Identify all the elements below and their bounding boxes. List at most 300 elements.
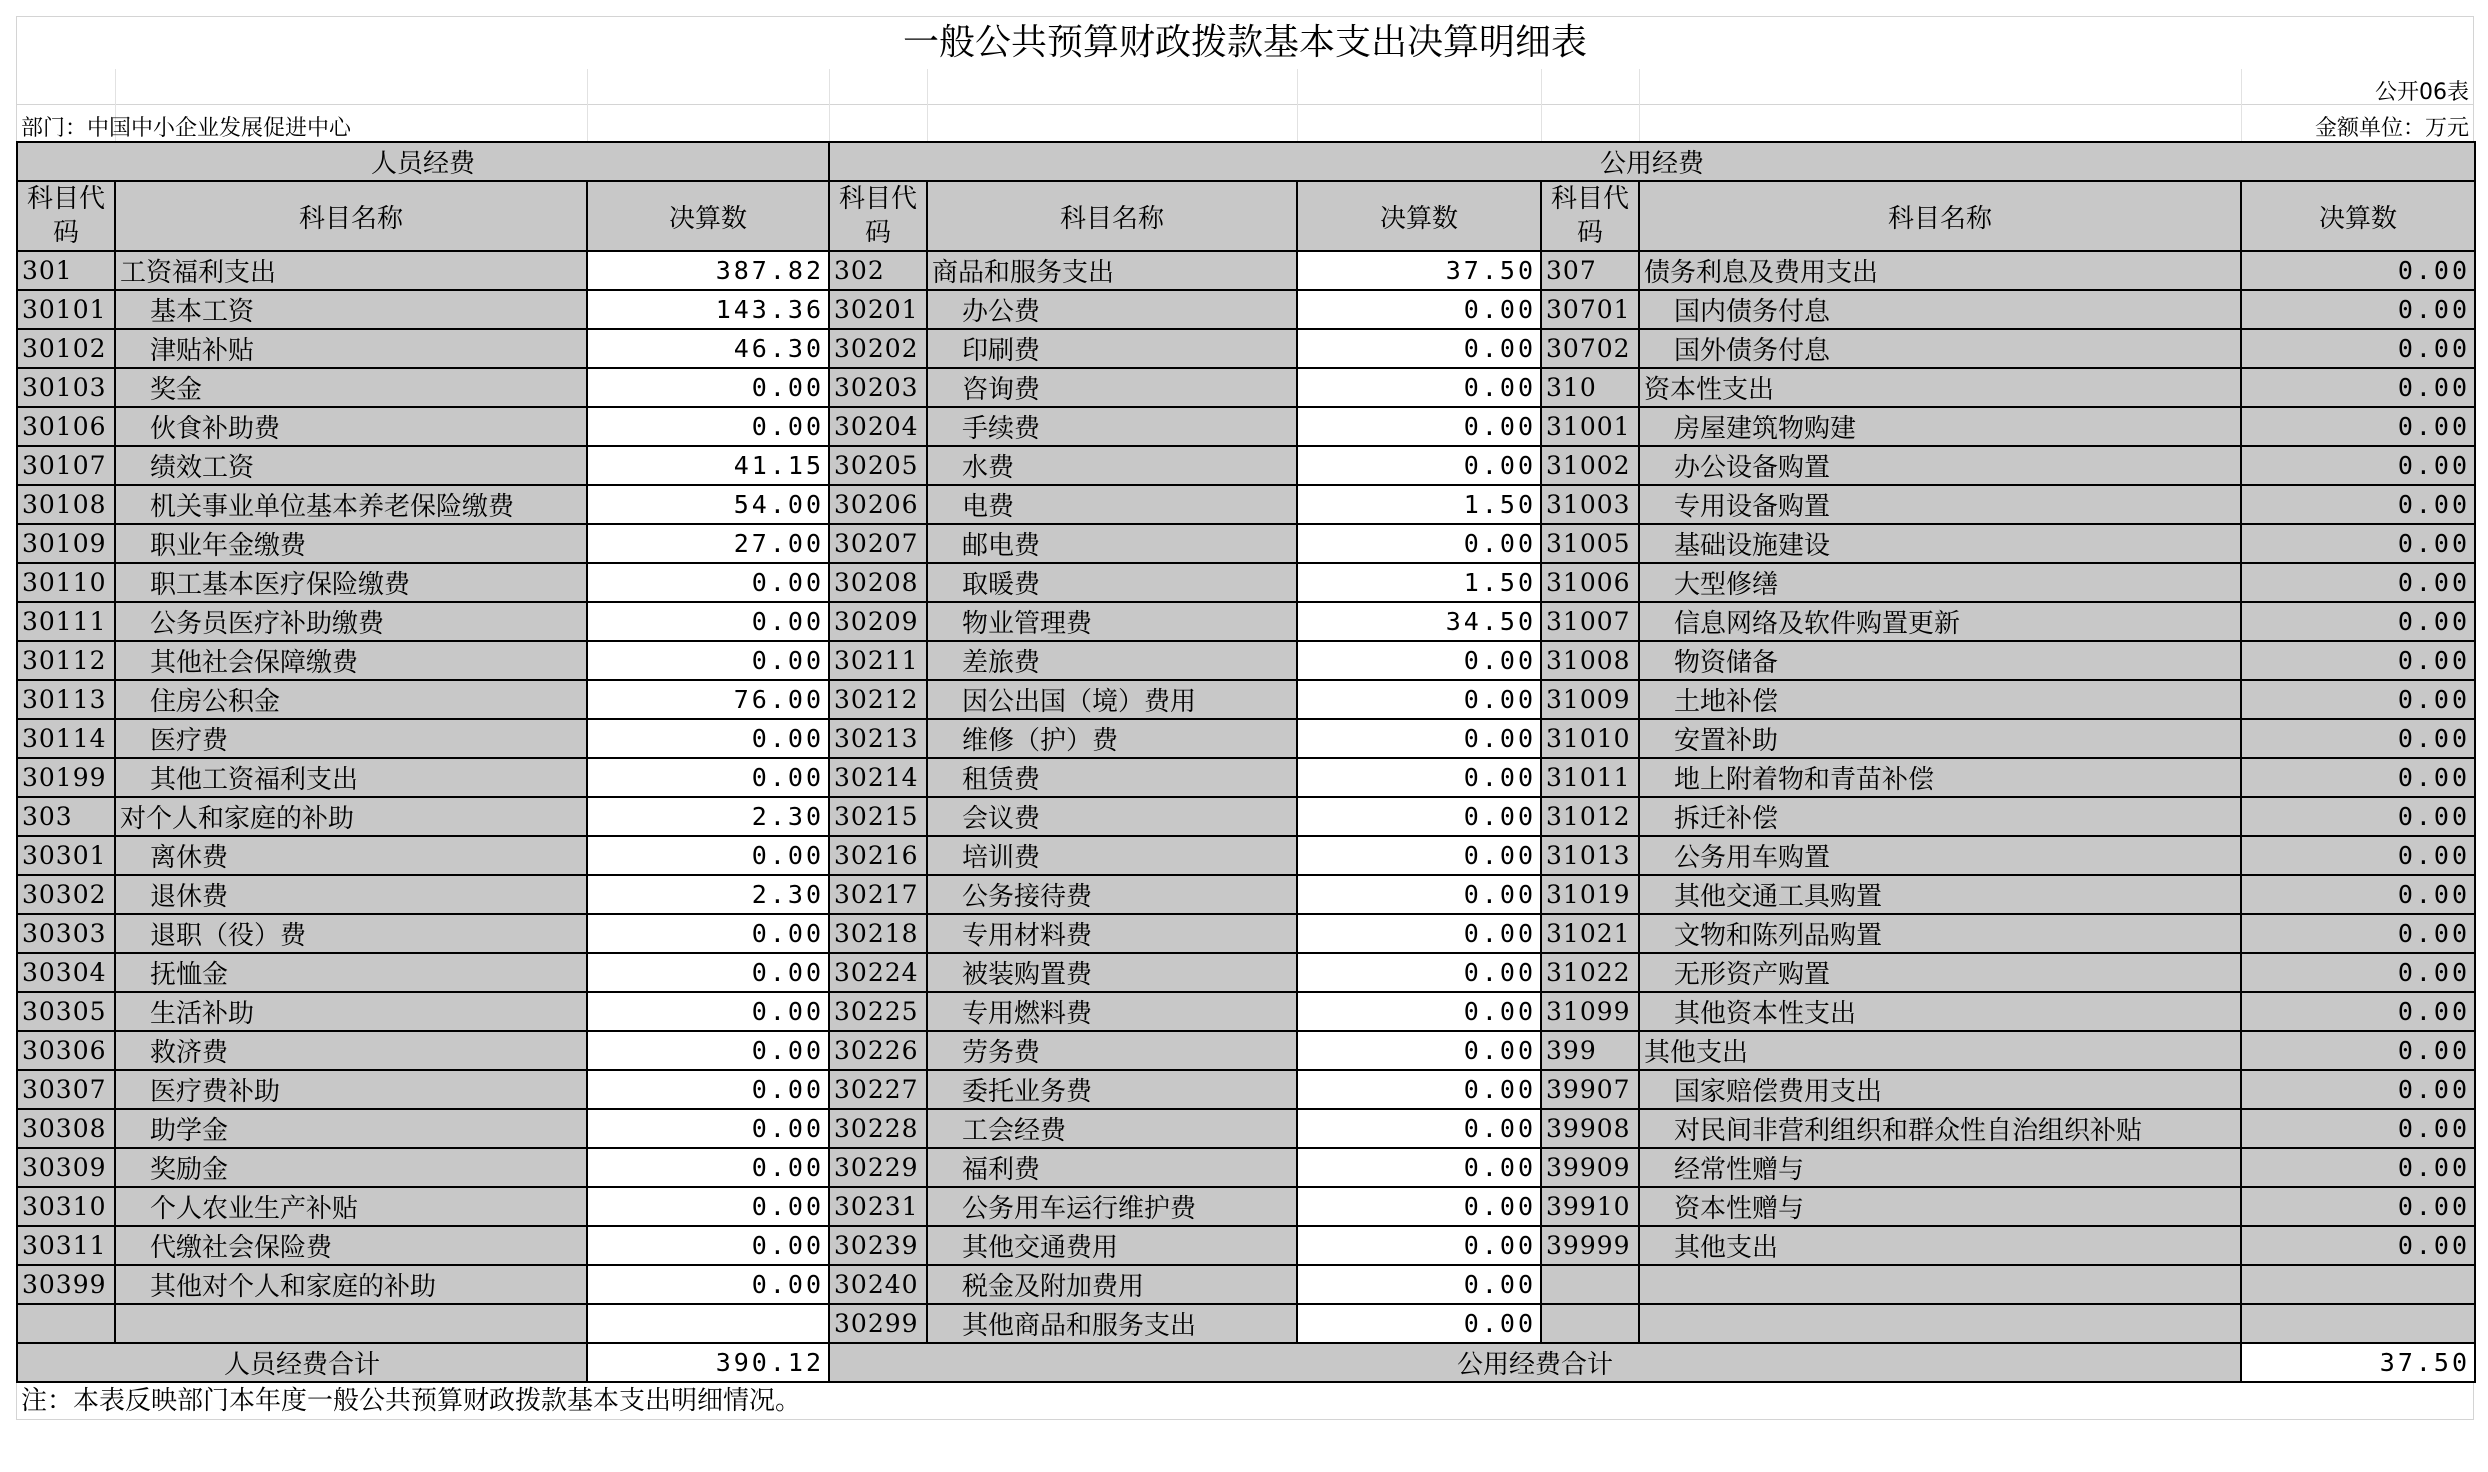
subject-code-cell: 307: [1541, 251, 1639, 290]
amount-cell: 0.00: [587, 1031, 829, 1070]
amount-cell: 34.50: [1297, 602, 1541, 641]
subject-name-cell: 其他对个人和家庭的补助: [115, 1265, 587, 1304]
amount-cell: 0.00: [2241, 524, 2475, 563]
subject-name-cell: 退职（役）费: [115, 914, 587, 953]
amount-cell: 0.00: [587, 836, 829, 875]
form-number: 公开06表: [2375, 80, 2469, 105]
amount-cell: 0.00: [2241, 563, 2475, 602]
amount-cell: 0.00: [587, 758, 829, 797]
table-row: [17, 1304, 2475, 1343]
subject-code-cell: 30308: [17, 1109, 115, 1148]
amount-cell: [587, 1304, 829, 1343]
subject-code-cell: 30214: [829, 758, 927, 797]
subject-name-cell: 医疗费补助: [115, 1070, 587, 1109]
subject-code-cell: 30113: [17, 680, 115, 719]
amount-cell: 0.00: [1297, 953, 1541, 992]
subject-name-cell: 代缴社会保险费: [115, 1226, 587, 1265]
subject-name-cell: 津贴补贴: [115, 329, 587, 368]
subject-code-cell: 30224: [829, 953, 927, 992]
subject-name-cell: 生活补助: [115, 992, 587, 1031]
amount-cell: 0.00: [2241, 797, 2475, 836]
subject-code-cell: 39999: [1541, 1226, 1639, 1265]
subject-code-cell: 30111: [17, 602, 115, 641]
subject-name-cell: 福利费: [927, 1148, 1297, 1187]
subject-code-cell: 39908: [1541, 1109, 1639, 1148]
subject-name-cell: 委托业务费: [927, 1070, 1297, 1109]
subject-name-cell: [1639, 1304, 2241, 1343]
column-header-code: 科目代码: [17, 181, 115, 251]
subject-name-cell: 办公费: [927, 290, 1297, 329]
amount-cell: 0.00: [587, 1187, 829, 1226]
subject-name-cell: 救济费: [115, 1031, 587, 1070]
subject-code-cell: 30208: [829, 563, 927, 602]
report-title: 一般公共预算财政拨款基本支出决算明细表: [16, 16, 2474, 69]
subject-name-cell: 地上附着物和青苗补偿: [1639, 758, 2241, 797]
subject-name-cell: 经常性赠与: [1639, 1148, 2241, 1187]
group-header-row: [17, 142, 2475, 181]
subject-code-cell: 30211: [829, 641, 927, 680]
subject-name-cell: 会议费: [927, 797, 1297, 836]
subject-code-cell: 30216: [829, 836, 927, 875]
table-row: [17, 836, 2475, 875]
amount-cell: 0.00: [2241, 1109, 2475, 1148]
table-row: [17, 407, 2475, 446]
subject-code-cell: 30110: [17, 563, 115, 602]
subject-name-cell: 退休费: [115, 875, 587, 914]
subject-code-cell: 30228: [829, 1109, 927, 1148]
subject-name-cell: [115, 1304, 587, 1343]
subject-name-cell: 其他支出: [1639, 1226, 2241, 1265]
subject-name-cell: 维修（护）费: [927, 719, 1297, 758]
subject-name-cell: 电费: [927, 485, 1297, 524]
amount-cell: 0.00: [2241, 251, 2475, 290]
amount-cell: 0.00: [1297, 1148, 1541, 1187]
subject-code-cell: 30215: [829, 797, 927, 836]
personnel-total-label: 人员经费合计: [17, 1343, 587, 1382]
subject-code-cell: 30201: [829, 290, 927, 329]
table-row: [17, 290, 2475, 329]
subject-code-cell: 30114: [17, 719, 115, 758]
subject-code-cell: 31002: [1541, 446, 1639, 485]
subject-code-cell: 30302: [17, 875, 115, 914]
personnel-total-value: 390.12: [587, 1343, 829, 1382]
subject-name-cell: 办公设备购置: [1639, 446, 2241, 485]
table-row: [17, 1031, 2475, 1070]
amount-cell: 0.00: [2241, 836, 2475, 875]
amount-cell: 0.00: [587, 953, 829, 992]
table-row: [17, 329, 2475, 368]
subject-name-cell: 房屋建筑物购建: [1639, 407, 2241, 446]
subject-code-cell: 30209: [829, 602, 927, 641]
amount-cell: 0.00: [2241, 446, 2475, 485]
department-label: 部门：中国中小企业发展促进中心: [21, 116, 352, 141]
amount-cell: 0.00: [2241, 485, 2475, 524]
table-row: [17, 446, 2475, 485]
subject-name-cell: 基础设施建设: [1639, 524, 2241, 563]
subject-code-cell: 31008: [1541, 641, 1639, 680]
amount-cell: 0.00: [1297, 329, 1541, 368]
amount-cell: 0.00: [1297, 1226, 1541, 1265]
subject-name-cell: 其他社会保障缴费: [115, 641, 587, 680]
subject-name-cell: 奖励金: [115, 1148, 587, 1187]
subject-code-cell: 30202: [829, 329, 927, 368]
subject-code-cell: 31001: [1541, 407, 1639, 446]
subject-code-cell: 399: [1541, 1031, 1639, 1070]
amount-cell: 0.00: [2241, 368, 2475, 407]
table-row: [17, 1226, 2475, 1265]
subject-code-cell: 30109: [17, 524, 115, 563]
subject-code-cell: 30103: [17, 368, 115, 407]
subject-code-cell: 30311: [17, 1226, 115, 1265]
subject-code-cell: 30206: [829, 485, 927, 524]
amount-cell: 0.00: [2241, 407, 2475, 446]
subject-name-cell: 其他资本性支出: [1639, 992, 2241, 1031]
subject-name-cell: 取暖费: [927, 563, 1297, 602]
subject-name-cell: 专用设备购置: [1639, 485, 2241, 524]
subject-code-cell: 30102: [17, 329, 115, 368]
subject-name-cell: 医疗费: [115, 719, 587, 758]
table-body: [17, 251, 2475, 1343]
amount-cell: 143.36: [587, 290, 829, 329]
subject-code-cell: 31022: [1541, 953, 1639, 992]
subject-code-cell: 30309: [17, 1148, 115, 1187]
subject-code-cell: 30207: [829, 524, 927, 563]
amount-cell: 0.00: [2241, 1187, 2475, 1226]
subject-name-cell: 土地补偿: [1639, 680, 2241, 719]
subject-name-cell: 职工基本医疗保险缴费: [115, 563, 587, 602]
subject-code-cell: 30299: [829, 1304, 927, 1343]
column-header-name: 科目名称: [115, 181, 587, 251]
subject-name-cell: 工资福利支出: [115, 251, 587, 290]
subject-name-cell: 拆迁补偿: [1639, 797, 2241, 836]
subject-name-cell: 公务员医疗补助缴费: [115, 602, 587, 641]
subject-code-cell: 39907: [1541, 1070, 1639, 1109]
table-row: [17, 1187, 2475, 1226]
group-header-public: 公用经费: [829, 142, 2475, 181]
subject-code-cell: 30101: [17, 290, 115, 329]
subject-name-cell: 信息网络及软件购置更新: [1639, 602, 2241, 641]
report-meta: [16, 69, 2474, 141]
table-row: [17, 602, 2475, 641]
subject-name-cell: 伙食补助费: [115, 407, 587, 446]
amount-cell: 0.00: [2241, 1031, 2475, 1070]
subject-name-cell: 绩效工资: [115, 446, 587, 485]
subject-name-cell: 大型修缮: [1639, 563, 2241, 602]
amount-cell: 0.00: [1297, 758, 1541, 797]
amount-cell: 0.00: [587, 1265, 829, 1304]
amount-cell: 0.00: [1297, 836, 1541, 875]
amount-cell: 0.00: [587, 1226, 829, 1265]
table-row: [17, 1109, 2475, 1148]
subject-code-cell: 31003: [1541, 485, 1639, 524]
subject-name-cell: 专用材料费: [927, 914, 1297, 953]
subject-name-cell: 公务用车购置: [1639, 836, 2241, 875]
column-header-name: 科目名称: [927, 181, 1297, 251]
subject-code-cell: 30218: [829, 914, 927, 953]
table-row: [17, 992, 2475, 1031]
amount-cell: 0.00: [1297, 407, 1541, 446]
subject-code-cell: 31005: [1541, 524, 1639, 563]
table-row: [17, 641, 2475, 680]
subject-code-cell: 301: [17, 251, 115, 290]
table-row: [17, 797, 2475, 836]
amount-cell: 0.00: [2241, 875, 2475, 914]
table-row: [17, 1265, 2475, 1304]
subject-code-cell: 30108: [17, 485, 115, 524]
subject-code-cell: [1541, 1304, 1639, 1343]
report-sheet: [16, 16, 2474, 1420]
amount-cell: 0.00: [1297, 368, 1541, 407]
table-row: [17, 524, 2475, 563]
expenditure-table: [16, 141, 2476, 1383]
subject-code-cell: 39910: [1541, 1187, 1639, 1226]
subject-code-cell: 30106: [17, 407, 115, 446]
subject-code-cell: 30227: [829, 1070, 927, 1109]
subject-code-cell: 31013: [1541, 836, 1639, 875]
subject-name-cell: 国内债务付息: [1639, 290, 2241, 329]
amount-cell: 0.00: [1297, 446, 1541, 485]
footnote: 注：本表反映部门本年度一般公共预算财政拨款基本支出明细情况。: [16, 1383, 2474, 1420]
subject-name-cell: 资本性支出: [1639, 368, 2241, 407]
public-total-value: 37.50: [2241, 1343, 2475, 1382]
subject-code-cell: 30310: [17, 1187, 115, 1226]
subject-name-cell: 劳务费: [927, 1031, 1297, 1070]
subject-name-cell: 商品和服务支出: [927, 251, 1297, 290]
subject-code-cell: 30199: [17, 758, 115, 797]
amount-cell: 0.00: [1297, 797, 1541, 836]
subject-code-cell: 30307: [17, 1070, 115, 1109]
subject-code-cell: 30107: [17, 446, 115, 485]
subject-name-cell: 其他支出: [1639, 1031, 2241, 1070]
column-header-amount: 决算数: [1297, 181, 1541, 251]
amount-cell: 0.00: [1297, 290, 1541, 329]
amount-cell: 1.50: [1297, 563, 1541, 602]
table-row: [17, 719, 2475, 758]
amount-cell: 0.00: [587, 563, 829, 602]
subject-code-cell: 30303: [17, 914, 115, 953]
subject-name-cell: 其他商品和服务支出: [927, 1304, 1297, 1343]
subject-name-cell: 因公出国（境）费用: [927, 680, 1297, 719]
subject-name-cell: 租赁费: [927, 758, 1297, 797]
amount-cell: 0.00: [587, 602, 829, 641]
amount-cell: 0.00: [1297, 992, 1541, 1031]
subject-code-cell: 30231: [829, 1187, 927, 1226]
table-row: [17, 1070, 2475, 1109]
amount-cell: 0.00: [1297, 1304, 1541, 1343]
subject-name-cell: 邮电费: [927, 524, 1297, 563]
amount-cell: 387.82: [587, 251, 829, 290]
subject-code-cell: 31007: [1541, 602, 1639, 641]
public-total-label: 公用经费合计: [829, 1343, 2241, 1382]
subject-code-cell: 30226: [829, 1031, 927, 1070]
subject-name-cell: 国家赔偿费用支出: [1639, 1070, 2241, 1109]
table-row: [17, 563, 2475, 602]
subject-name-cell: 资本性赠与: [1639, 1187, 2241, 1226]
subject-code-cell: 31011: [1541, 758, 1639, 797]
amount-cell: 76.00: [587, 680, 829, 719]
amount-cell: 0.00: [2241, 602, 2475, 641]
amount-cell: 0.00: [2241, 641, 2475, 680]
amount-cell: 0.00: [1297, 1187, 1541, 1226]
subject-name-cell: 物业管理费: [927, 602, 1297, 641]
subject-name-cell: 基本工资: [115, 290, 587, 329]
subject-name-cell: 其他交通费用: [927, 1226, 1297, 1265]
subject-code-cell: 30305: [17, 992, 115, 1031]
amount-cell: 0.00: [1297, 1109, 1541, 1148]
subject-name-cell: 奖金: [115, 368, 587, 407]
column-header-row: [17, 181, 2475, 251]
amount-cell: 0.00: [2241, 290, 2475, 329]
column-header-name: 科目名称: [1639, 181, 2241, 251]
subject-name-cell: 抚恤金: [115, 953, 587, 992]
subject-name-cell: 工会经费: [927, 1109, 1297, 1148]
subject-name-cell: 手续费: [927, 407, 1297, 446]
amount-cell: 0.00: [587, 1070, 829, 1109]
subject-name-cell: 培训费: [927, 836, 1297, 875]
subject-name-cell: 差旅费: [927, 641, 1297, 680]
subject-name-cell: [1639, 1265, 2241, 1304]
subject-code-cell: 30304: [17, 953, 115, 992]
subject-code-cell: 31099: [1541, 992, 1639, 1031]
subject-code-cell: 30240: [829, 1265, 927, 1304]
column-header-amount: 决算数: [2241, 181, 2475, 251]
subject-name-cell: 债务利息及费用支出: [1639, 251, 2241, 290]
amount-cell: 0.00: [587, 368, 829, 407]
subject-code-cell: 30212: [829, 680, 927, 719]
subject-code-cell: 30306: [17, 1031, 115, 1070]
subject-name-cell: 物资储备: [1639, 641, 2241, 680]
amount-cell: 0.00: [587, 914, 829, 953]
subject-name-cell: 水费: [927, 446, 1297, 485]
subject-code-cell: 310: [1541, 368, 1639, 407]
subject-code-cell: 30204: [829, 407, 927, 446]
amount-cell: 0.00: [587, 641, 829, 680]
amount-unit-label: 金额单位：万元: [2314, 116, 2469, 141]
subject-name-cell: 职业年金缴费: [115, 524, 587, 563]
subject-code-cell: 303: [17, 797, 115, 836]
amount-cell: 41.15: [587, 446, 829, 485]
subject-code-cell: 302: [829, 251, 927, 290]
amount-cell: 0.00: [587, 407, 829, 446]
amount-cell: 2.30: [587, 797, 829, 836]
amount-cell: 2.30: [587, 875, 829, 914]
amount-cell: 0.00: [2241, 1226, 2475, 1265]
amount-cell: 0.00: [2241, 1070, 2475, 1109]
subject-code-cell: 31009: [1541, 680, 1639, 719]
subject-name-cell: 安置补助: [1639, 719, 2241, 758]
subject-code-cell: 30399: [17, 1265, 115, 1304]
subject-code-cell: 30203: [829, 368, 927, 407]
amount-cell: 0.00: [1297, 1031, 1541, 1070]
subject-name-cell: 无形资产购置: [1639, 953, 2241, 992]
subject-name-cell: 离休费: [115, 836, 587, 875]
subject-name-cell: 对民间非营利组织和群众性自治组织补贴: [1639, 1109, 2241, 1148]
amount-cell: 27.00: [587, 524, 829, 563]
table-row: [17, 1148, 2475, 1187]
subject-name-cell: 个人农业生产补贴: [115, 1187, 587, 1226]
subject-name-cell: 住房公积金: [115, 680, 587, 719]
amount-cell: 0.00: [2241, 992, 2475, 1031]
subject-name-cell: 国外债务付息: [1639, 329, 2241, 368]
subject-name-cell: 其他交通工具购置: [1639, 875, 2241, 914]
subject-code-cell: [17, 1304, 115, 1343]
subject-code-cell: 30225: [829, 992, 927, 1031]
amount-cell: 0.00: [2241, 758, 2475, 797]
amount-cell: 0.00: [1297, 641, 1541, 680]
subject-code-cell: 30702: [1541, 329, 1639, 368]
subject-code-cell: 31019: [1541, 875, 1639, 914]
table-row: [17, 758, 2475, 797]
column-header-code: 科目代码: [1541, 181, 1639, 251]
subject-name-cell: 专用燃料费: [927, 992, 1297, 1031]
subject-name-cell: 被装购置费: [927, 953, 1297, 992]
amount-cell: 37.50: [1297, 251, 1541, 290]
subject-name-cell: 助学金: [115, 1109, 587, 1148]
amount-cell: 0.00: [2241, 680, 2475, 719]
subject-code-cell: 30205: [829, 446, 927, 485]
table-row: [17, 875, 2475, 914]
subject-code-cell: 30217: [829, 875, 927, 914]
subject-code-cell: 31006: [1541, 563, 1639, 602]
subject-name-cell: 公务接待费: [927, 875, 1297, 914]
amount-cell: 0.00: [1297, 719, 1541, 758]
totals-row: [17, 1343, 2475, 1382]
subject-name-cell: 对个人和家庭的补助: [115, 797, 587, 836]
table-row: [17, 953, 2475, 992]
amount-cell: 0.00: [1297, 524, 1541, 563]
column-header-code: 科目代码: [829, 181, 927, 251]
amount-cell: 0.00: [1297, 1070, 1541, 1109]
table-row: [17, 914, 2475, 953]
column-header-amount: 决算数: [587, 181, 829, 251]
amount-cell: 0.00: [2241, 1148, 2475, 1187]
amount-cell: 54.00: [587, 485, 829, 524]
amount-cell: 0.00: [587, 992, 829, 1031]
subject-name-cell: 咨询费: [927, 368, 1297, 407]
amount-cell: [2241, 1304, 2475, 1343]
amount-cell: 0.00: [1297, 914, 1541, 953]
amount-cell: 0.00: [2241, 719, 2475, 758]
amount-cell: 46.30: [587, 329, 829, 368]
amount-cell: 0.00: [587, 1109, 829, 1148]
table-row: [17, 251, 2475, 290]
amount-cell: 1.50: [1297, 485, 1541, 524]
subject-code-cell: [1541, 1265, 1639, 1304]
amount-cell: 0.00: [587, 1148, 829, 1187]
subject-code-cell: 31012: [1541, 797, 1639, 836]
group-header-personnel: 人员经费: [17, 142, 829, 181]
subject-name-cell: 印刷费: [927, 329, 1297, 368]
subject-name-cell: 税金及附加费用: [927, 1265, 1297, 1304]
table-row: [17, 680, 2475, 719]
subject-code-cell: 39909: [1541, 1148, 1639, 1187]
subject-code-cell: 30239: [829, 1226, 927, 1265]
subject-name-cell: 文物和陈列品购置: [1639, 914, 2241, 953]
amount-cell: 0.00: [1297, 680, 1541, 719]
subject-name-cell: 公务用车运行维护费: [927, 1187, 1297, 1226]
amount-cell: 0.00: [587, 719, 829, 758]
subject-code-cell: 30701: [1541, 290, 1639, 329]
subject-code-cell: 31010: [1541, 719, 1639, 758]
amount-cell: 0.00: [2241, 329, 2475, 368]
amount-cell: [2241, 1265, 2475, 1304]
subject-name-cell: 机关事业单位基本养老保险缴费: [115, 485, 587, 524]
subject-name-cell: 其他工资福利支出: [115, 758, 587, 797]
amount-cell: 0.00: [1297, 875, 1541, 914]
table-row: [17, 485, 2475, 524]
amount-cell: 0.00: [2241, 914, 2475, 953]
table-row: [17, 368, 2475, 407]
